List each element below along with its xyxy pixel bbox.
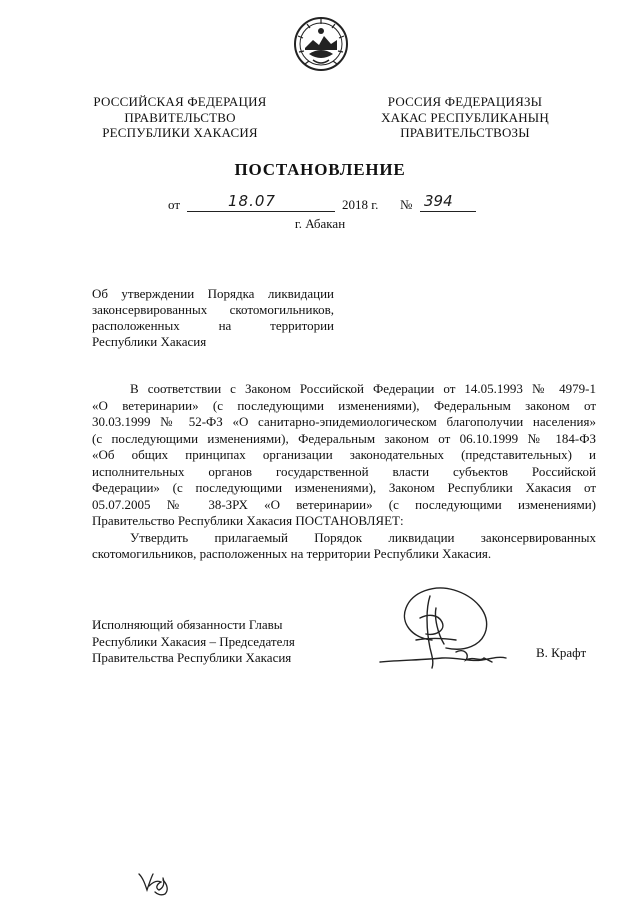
body-line: Федерации» (с последующими изменениями), Законом Республики Хакасия от bbox=[92, 480, 596, 495]
document-body bbox=[92, 381, 596, 563]
signer-position-line: Республики Хакасия – Председателя bbox=[92, 633, 295, 649]
signer-block bbox=[92, 617, 295, 667]
initials-mark-icon bbox=[135, 866, 177, 898]
signer-name: В. Крафт bbox=[536, 645, 587, 660]
header-right-line-2: ХАКАС РЕСПУБЛИКАНЫҢ bbox=[381, 109, 549, 125]
body-line: Утвердить прилагаемый Порядок ликвидации законсервированных bbox=[130, 529, 596, 545]
header-left-line-3: РЕСПУБЛИКИ ХАКАСИЯ bbox=[102, 125, 258, 140]
handwritten-number: 394 bbox=[424, 192, 453, 210]
handwritten-date: 18.07 bbox=[228, 192, 276, 210]
number-underline bbox=[420, 211, 476, 212]
coat-of-arms-icon bbox=[293, 16, 349, 72]
body-line: 30.03.1999 № 52-ФЗ «О санитарно-эпидемиологическом благополучии населения» bbox=[92, 414, 596, 429]
header-right bbox=[365, 94, 565, 141]
subject-line: расположенных на территории bbox=[92, 318, 334, 333]
document-title: ПОСТАНОВЛЕНИЕ bbox=[234, 160, 406, 179]
body-line: «Об общих принципах организации законодательных (представительных) и bbox=[92, 447, 596, 462]
date-prefix: от bbox=[168, 197, 181, 212]
subject-line: Республики Хакасия bbox=[92, 334, 207, 349]
body-line: 05.07.2005 № 38-ЗРХ «О ветеринарии» (с последующими изменениями) bbox=[92, 496, 596, 512]
body-line: (с последующими изменениями), Федеральным законом от 06.10.1999 № 184-ФЗ bbox=[92, 430, 596, 446]
body-line: исполнительных органов государственной власти субъектов Российской bbox=[92, 463, 596, 479]
body-line: Правительство Республики Хакасия ПОСТАНОВЛЯЕТ: bbox=[92, 513, 404, 528]
body-line: В соответствии с Законом Российской Федерации от 14.05.1993 № 4979-1 bbox=[130, 381, 596, 396]
document-subject bbox=[92, 286, 334, 350]
number-prefix: № bbox=[400, 197, 413, 212]
date-underline bbox=[187, 211, 335, 212]
signer-position-line: Правительства Республики Хакасия bbox=[92, 650, 292, 665]
body-line: «О ветеринарии» (с последующими изменениями), Федеральным законом от bbox=[92, 397, 596, 413]
signer-position-line: Исполняющий обязанности Главы bbox=[92, 617, 283, 632]
header-right-line-1: РОССИЯ ФЕДЕРАЦИЯЗЫ bbox=[387, 94, 543, 109]
subject-line: законсервированных скотомогильников, bbox=[92, 302, 334, 317]
document-city: г. Абакан bbox=[294, 216, 346, 231]
header-left-line-1: РОССИЙСКАЯ ФЕДЕРАЦИЯ bbox=[93, 94, 267, 109]
body-line: скотомогильников, расположенных на территории Республики Хакасия. bbox=[92, 546, 492, 561]
document-year: 2018 г. bbox=[342, 197, 379, 212]
header-left-line-2: ПРАВИТЕЛЬСТВО bbox=[124, 109, 236, 125]
signature-icon bbox=[372, 578, 522, 678]
subject-line: Об утверждении Порядка ликвидации bbox=[92, 286, 334, 301]
header-right-line-3: ПРАВИТЕЛЬСТВОЗЫ bbox=[400, 125, 530, 140]
header-left bbox=[80, 94, 280, 141]
